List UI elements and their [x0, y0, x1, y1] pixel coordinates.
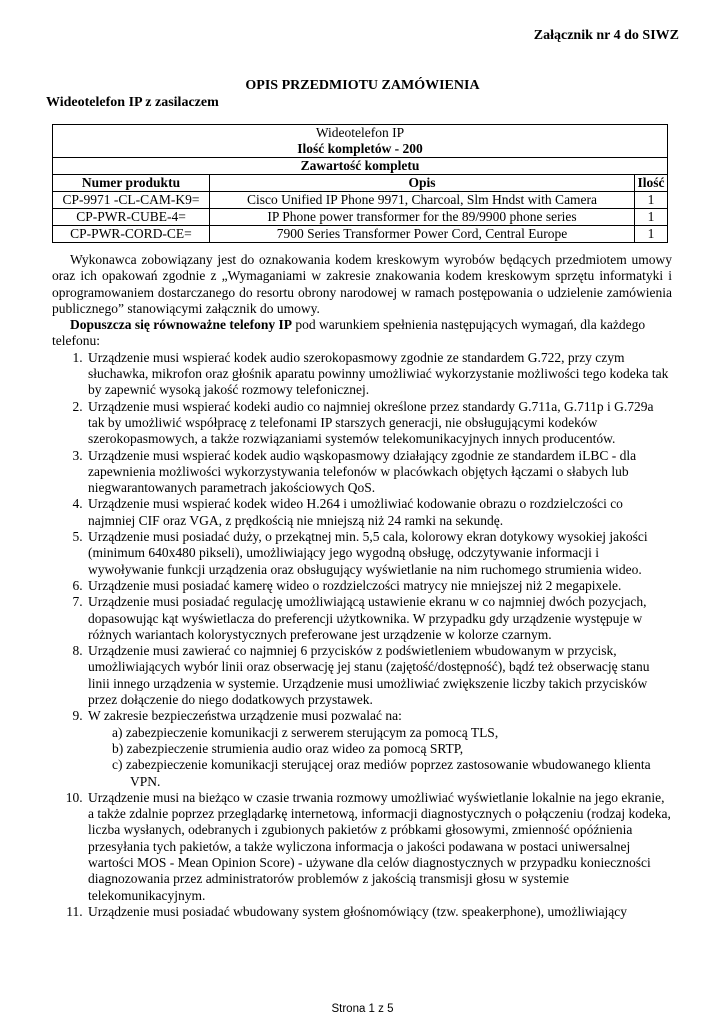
column-header-product: Numer produktu	[53, 175, 210, 192]
product-table	[52, 124, 668, 243]
table-row	[53, 209, 668, 226]
list-item: 10. Urządzenie musi na bieżąco w czasie trwania rozmowy umożliwiać wyświetlanie lokalnie na jego ekranie, a także zdalnie poprzez przeglądarkę internetową, informacji diagnostycznych o połączeniu (rodzaj kodeka, liczba wysłanych, odebranych i zgubionych pakietów z próbkami głosowymi, zmienność opóźnienia przesyłania tych pakietów, a także wyliczona informacja o jakości podawana w postaci uniwersalnej wartości MOS - Mean Opinion Score) - używane dla celów diagnostycznych w przypadku konieczności diagnozowania przez administratorów problemów z jakością transmisji głosu w systemie telekomunikacyjnym.	[86, 790, 672, 904]
cell-qty: 1	[635, 192, 668, 209]
equivalence-text: pod warunkiem spełnienia następujących wymagań, dla każdego telefonu:	[52, 317, 646, 349]
list-item: 3. Urządzenie musi wspierać kodek audio wąskopasmowy działający zgodnie ze standardem iLBC - dla zapewnienia możliwości wykorzystywania telefonów w placówkach objętych łączami o słabych lub niegwarantowanych parametrach jakościowych QoS.	[86, 448, 672, 497]
security-sublist	[88, 725, 672, 790]
security-intro: W zakresie bezpieczeństwa urządzenie musi pozwalać na:	[88, 708, 402, 724]
equivalence-bold: Dopuszcza się równoważne telefony IP	[70, 317, 292, 333]
list-item: 4. Urządzenie musi wspierać kodek wideo H.264 i umożliwiać kodowanie obrazu o rozdzielczości co najmniej CIF oraz VGA, z prędkością nie mniejszą niż 24 ramki na sekundę.	[86, 496, 672, 529]
caption-contents: Zawartość kompletu	[53, 158, 668, 175]
list-item: 6. Urządzenie musi posiadać kamerę wideo o rozdzielczości matrycy nie mniejszej niż 2 megapixele.	[86, 578, 672, 594]
page-number: Strona 1 z 5	[331, 1003, 394, 1015]
caption-product: Wideotelefon IP	[315, 125, 405, 140]
caption-quantity: Ilość kompletów - 200	[297, 141, 423, 156]
list-item-security	[86, 708, 672, 789]
page-subtitle: Wideotelefon IP z zasilaczem	[46, 95, 219, 110]
table-row	[53, 226, 668, 243]
cell-description: IP Phone power transformer for the 89/9900 phone series	[210, 209, 635, 226]
cell-qty: 1	[635, 226, 668, 243]
equivalence-paragraph	[52, 317, 672, 350]
requirements-list	[52, 350, 672, 920]
list-item: 11. Urządzenie musi posiadać wbudowany system głośnomówiący (tzw. speakerphone), umożliwiający	[86, 904, 672, 920]
table-caption	[53, 125, 668, 158]
cell-qty: 1	[635, 209, 668, 226]
attachment-label: Załącznik nr 4 do SIWZ	[533, 28, 679, 43]
cell-description: Cisco Unified IP Phone 9971, Charcoal, Slm Hndst with Camera	[210, 192, 635, 209]
intro-paragraph: Wykonawca zobowiązany jest do oznakowania kodem kreskowym wyrobów będących przedmiotem umowy oraz ich opakowań zgodnie z „Wymaganiami w zakresie znakowania kodem kreskowym sprzętu informatyki i oprogramowaniem dostarczanego do resortu obrony narodowej w ramach postępowania o udzielenie zamówienia publicznego” stanowiącymi załącznik do umowy.	[52, 252, 672, 316]
document-body	[52, 252, 672, 920]
table-caption-row	[53, 125, 668, 158]
sub-item: a) zabezpieczenie komunikacji z serwerem sterującym za pomocą TLS,	[112, 724, 499, 740]
table-caption-row-2	[53, 158, 668, 175]
column-header-description: Opis	[210, 175, 635, 192]
list-item: 5. Urządzenie musi posiadać duży, o przekątnej min. 5,5 cala, kolorowy ekran dotykowy wysokiej jakości (minimum 640x480 pikseli), umożliwiający jego wygodną obsługę, odczytywanie informacji i wywoływanie funkcji urządzenia oraz obsługujący wyświetlanie na nim ruchomego strumienia wideo.	[86, 529, 672, 578]
cell-product: CP-9971 -CL-CAM-K9=	[53, 192, 210, 209]
list-item: 1. Urządzenie musi wspierać kodek audio szerokopasmowy zgodnie ze standardem G.722, przy czym słuchawka, mikrofon oraz głośnik aparatu powinny umożliwiać wykorzystanie możliwości tego kodeka tak by zapewnić wysoką jakość rozmowy telefonicznej.	[86, 350, 672, 399]
table-header-row	[53, 175, 668, 192]
list-item: 7. Urządzenie musi posiadać regulację umożliwiającą ustawienie ekranu w co najmniej dwóch pozycjach, dopasowując kąt wyświetlacza do preferencji użytkownika. W przypadku gdy urządzenie występuje w różnych wariantach kolorystycznych preferowane jest urządzenie w kolorze czarnym.	[86, 594, 672, 643]
cell-product: CP-PWR-CUBE-4=	[53, 209, 210, 226]
page-title: OPIS PRZEDMIOTU ZAMÓWIENIA	[245, 78, 480, 93]
list-item: 8. Urządzenie musi zawierać co najmniej 6 przycisków z podświetleniem wbudowanym w przycisk, umożliwiających wybór linii oraz obserwację jej stanu (zajętość/dostępność), bądź też obserwację stanu linii innego urządzenia w systemie. Urządzenie musi umożliwiać zwiększenie liczby takich przycisków przez dołączenie do niego dodatkowych przystawek.	[86, 643, 672, 708]
table-row	[53, 192, 668, 209]
sub-item: c) zabezpieczenie komunikacji sterującej oraz mediów poprzez zastosowanie wbudowanego klienta VPN.	[112, 757, 651, 789]
cell-description: 7900 Series Transformer Power Cord, Central Europe	[210, 226, 635, 243]
column-header-qty: Ilość	[635, 175, 668, 192]
sub-item: b) zabezpieczenie strumienia audio oraz wideo za pomocą SRTP,	[112, 740, 464, 756]
list-item: 2. Urządzenie musi wspierać kodeki audio co najmniej określone przez standardy G.711a, G.711p i G.729a tak by umożliwić współpracę z telefonami IP starszych generacji, nie obsługującymi kodeków szerokopasmowych, a także rozwiązaniami systemów telekomunikacyjnych innych producentów.	[86, 399, 672, 448]
cell-product: CP-PWR-CORD-CE=	[53, 226, 210, 243]
